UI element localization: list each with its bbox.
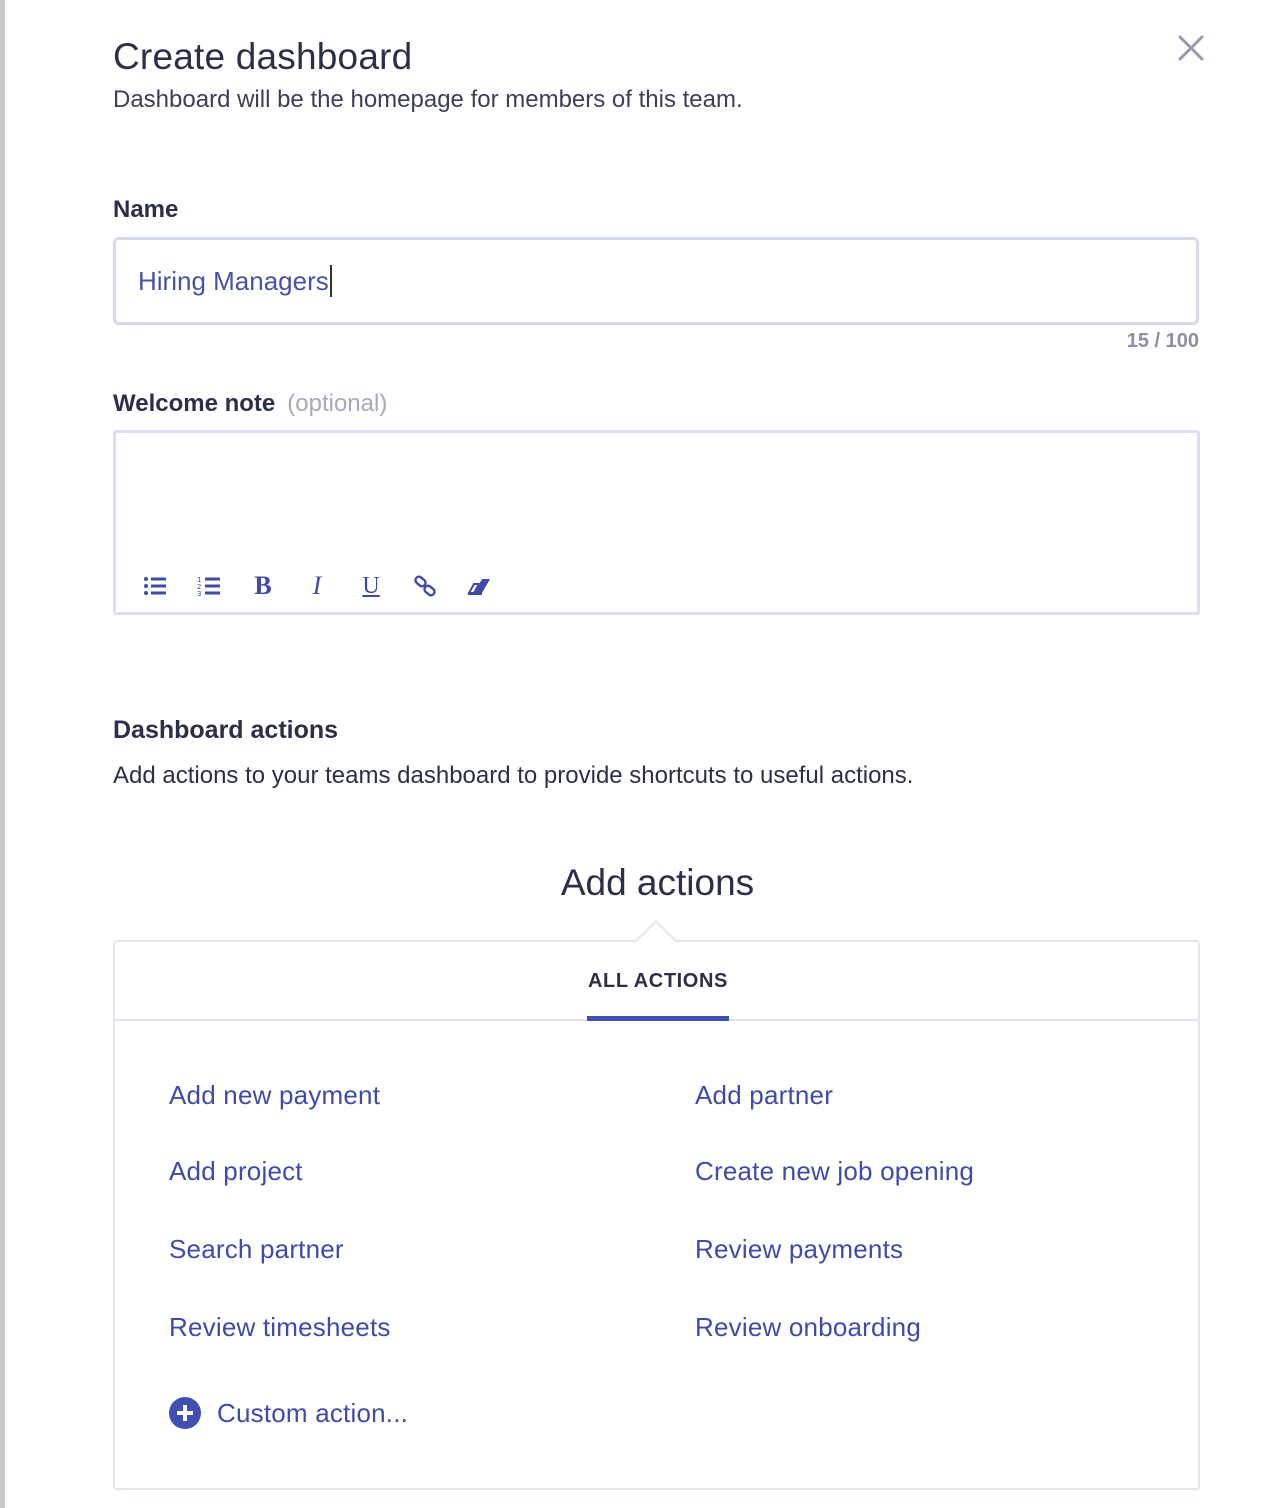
text-caret xyxy=(330,265,332,297)
eraser-icon xyxy=(466,573,492,599)
italic-button[interactable] xyxy=(290,566,344,606)
underline-icon: U xyxy=(362,572,380,599)
modal-subtitle: Dashboard will be the homepage for members of this team. xyxy=(113,86,743,113)
action-search-partner[interactable]: Search partner xyxy=(169,1234,344,1264)
welcome-note-label xyxy=(113,390,387,418)
custom-action-button[interactable] xyxy=(169,1397,408,1429)
action-review-onboarding[interactable]: Review onboarding xyxy=(695,1312,921,1342)
bullet-list-icon xyxy=(142,573,168,599)
dashboard-actions-description: Add actions to your teams dashboard to provide shortcuts to useful actions. xyxy=(113,762,914,789)
actions-tab-bar xyxy=(115,942,1198,1021)
welcome-note-label-text: Welcome note xyxy=(113,390,276,417)
add-actions-heading: Add actions xyxy=(560,862,755,903)
create-dashboard-modal xyxy=(5,0,1272,1508)
action-create-new-job-opening[interactable]: Create new job opening xyxy=(695,1156,975,1186)
action-review-payments[interactable]: Review payments xyxy=(695,1234,904,1264)
plus-circle-icon xyxy=(169,1397,201,1429)
bold-button[interactable] xyxy=(236,566,290,606)
action-review-timesheets[interactable]: Review timesheets xyxy=(169,1312,391,1342)
link-icon xyxy=(412,573,438,599)
custom-action-label: Custom action... xyxy=(217,1397,409,1428)
close-button[interactable] xyxy=(1173,30,1209,66)
tab-all-actions[interactable]: ALL ACTIONS xyxy=(587,970,729,1021)
modal-title: Create dashboard xyxy=(113,36,413,77)
numbered-list-icon xyxy=(196,573,222,599)
welcome-note-textarea[interactable] xyxy=(116,433,1197,563)
optional-hint: (optional) xyxy=(287,390,388,417)
action-add-partner[interactable]: Add partner xyxy=(695,1080,834,1110)
numbered-list-button[interactable] xyxy=(182,566,236,606)
clear-format-button[interactable] xyxy=(452,566,506,606)
close-icon xyxy=(1173,30,1209,66)
action-add-project[interactable]: Add project xyxy=(169,1156,303,1186)
name-char-counter: 15 / 100 xyxy=(1126,330,1199,352)
rich-text-toolbar xyxy=(116,560,1197,612)
name-input[interactable] xyxy=(113,237,1199,325)
bold-icon: B xyxy=(254,571,272,600)
svg-text:2: 2 xyxy=(197,583,202,591)
underline-button[interactable] xyxy=(344,566,398,606)
dashboard-actions-heading: Dashboard actions xyxy=(113,716,339,744)
name-input-value: Hiring Managers xyxy=(138,265,329,296)
svg-text:3: 3 xyxy=(197,590,202,598)
actions-panel xyxy=(113,940,1200,1490)
link-button[interactable] xyxy=(398,566,452,606)
bullet-list-button[interactable] xyxy=(128,566,182,606)
action-add-new-payment[interactable]: Add new payment xyxy=(169,1080,381,1110)
name-label: Name xyxy=(113,196,179,223)
italic-icon: I xyxy=(312,571,322,600)
welcome-note-editor xyxy=(113,430,1200,615)
svg-text:1: 1 xyxy=(197,576,202,584)
